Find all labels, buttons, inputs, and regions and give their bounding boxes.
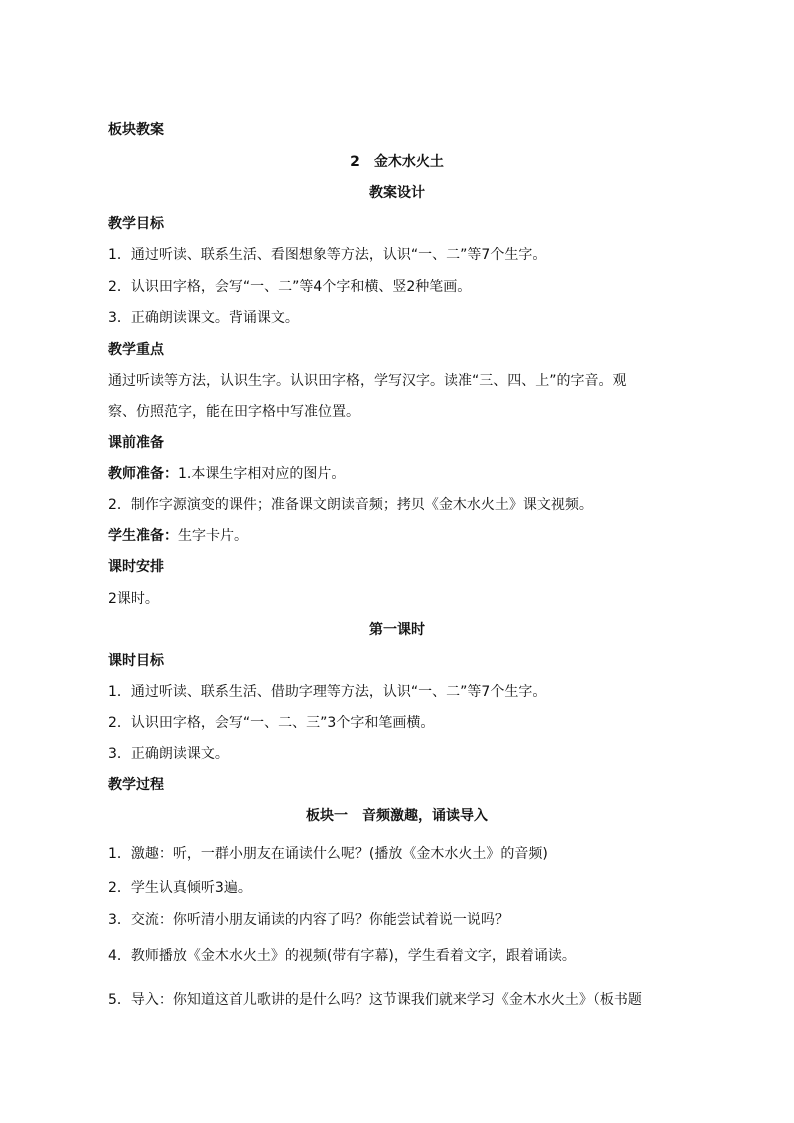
process-step: 5．导入：你知道这首儿歌讲的是什么吗？这节课我们就来学习《金木水火土》（板书题 (108, 992, 642, 1008)
key-text-line: 察、仿照范字，能在田字格中写准位置。 (108, 404, 360, 420)
period-goal-item: 2．认识田字格，会写“一、二、三”3个字和笔画横。 (108, 715, 435, 731)
prep-heading: 课前准备 (108, 435, 164, 451)
schedule-text: 2课时。 (108, 591, 159, 607)
goals-heading: 教学目标 (108, 216, 164, 232)
goal-item: 3．正确朗读课文。背诵课文。 (108, 310, 299, 326)
student-prep-label: 学生准备： (108, 528, 178, 544)
process-step: 4．教师播放《金木水火土》的视频(带有字幕)，学生看着文字，跟着诵读。 (108, 948, 576, 964)
goal-item: 2．认识田字格，会写“一、二”等4个字和横、竖2种笔画。 (108, 279, 472, 295)
block-title: 板块一 音频激趣，诵读导入 (306, 808, 488, 824)
key-heading: 教学重点 (108, 342, 164, 358)
process-step: 3．交流：你听清小朋友诵读的内容了吗？你能尝试着说一说吗？ (108, 912, 509, 928)
design-title: 教案设计 (369, 185, 425, 201)
process-heading: 教学过程 (108, 777, 164, 793)
process-step: 1．激趣：听，一群小朋友在诵读什么呢？(播放《金木水火土》的音频) (108, 846, 548, 862)
header-label: 板块教案 (108, 122, 164, 138)
schedule-heading: 课时安排 (108, 559, 164, 575)
period-goals-heading: 课时目标 (108, 653, 164, 669)
teacher-prep-label: 教师准备： (108, 466, 178, 482)
key-text-line: 通过听读等方法，认识生字。认识田字格，学写汉字。读准“三、四、上”的字音。观 (108, 373, 627, 389)
process-step: 2．学生认真倾听3遍。 (108, 880, 252, 896)
student-prep-line (108, 526, 248, 546)
teacher-prep-line: 2．制作字源演变的课件；准备课文朗读音频；拷贝《金木水火土》课文视频。 (108, 497, 593, 513)
period-goal-item: 3．正确朗读课文。 (108, 746, 229, 762)
goal-item: 1．通过听读、联系生活、看图想象等方法，认识“一、二”等7个生字。 (108, 247, 547, 263)
lesson-title: 2 金木水火土 (350, 154, 444, 170)
teacher-prep-line (108, 464, 345, 484)
period-goal-item: 1．通过听读、联系生活、借助字理等方法，认识“一、二”等7个生字。 (108, 684, 547, 700)
teacher-prep-text: 1.本课生字相对应的图片。 (178, 466, 346, 482)
period-title: 第一课时 (369, 622, 425, 638)
student-prep-text: 生字卡片。 (178, 528, 248, 544)
